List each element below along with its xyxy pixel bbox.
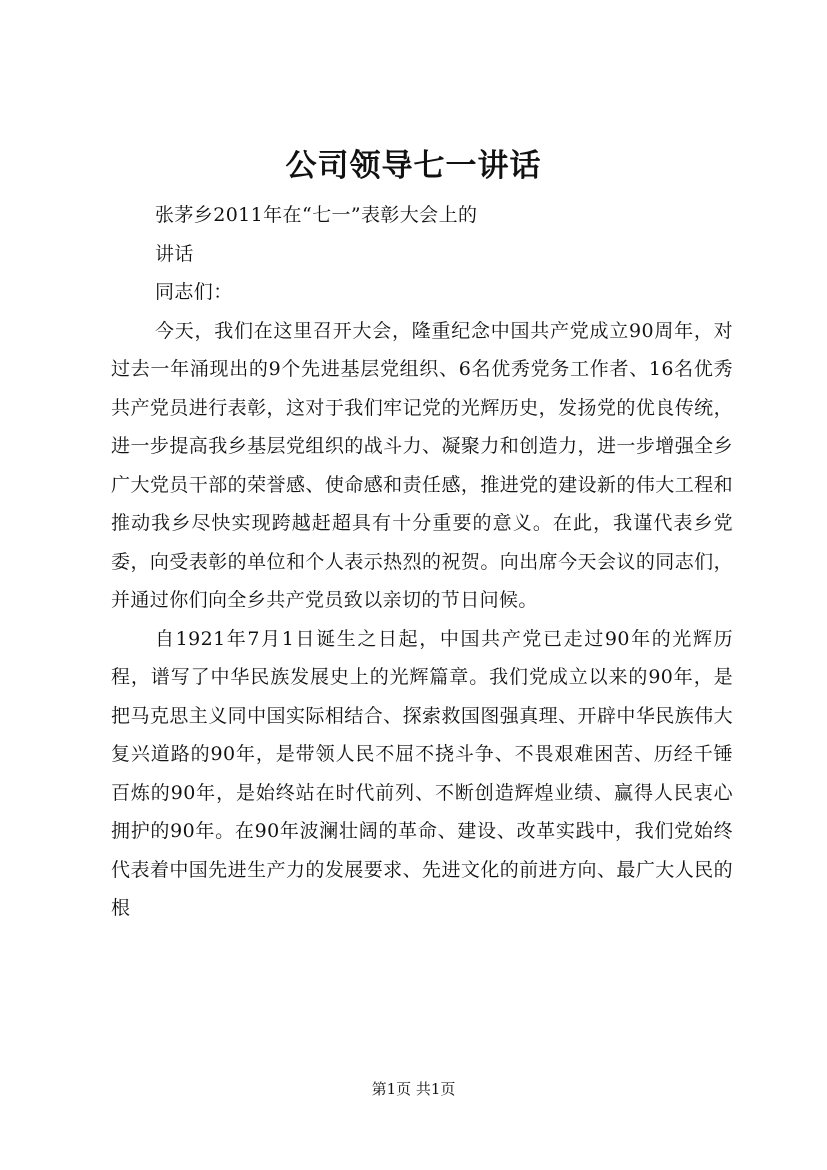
subtitle-line-2: 讲话	[155, 242, 194, 265]
document-title: 公司领导七一讲话	[285, 148, 542, 184]
page-number-footer: 第1页 共1页	[371, 1080, 456, 1098]
subtitle-line-1: 张茅乡2011年在“七一”表彰大会上的	[155, 204, 478, 226]
paragraph-2: 自1921年7月1日诞生之日起，中国共产党已走过90年的光辉历程，谱写了中华民族发展史上的光辉篇章。我们党成立以来的90年，是把马克思主义同中国实际相结合、探索救国图强真理、开辟中华民族伟大复兴道路的90年，是带领人民不屈不挠斗争、不畏艰难困苦、历经千锤百炼的90年，是始终站在时代前列、不断创造辉煌业绩、赢得人民衷心拥护的90年。在90年波澜壮阔的革命、建设、改革实践中，我们党始终代表着中国先进生产力的发展要求、先进文化的前进方向、最广大人民的根	[111, 627, 733, 919]
document-body	[111, 196, 733, 928]
paragraph-1: 今天，我们在这里召开大会，隆重纪念中国共产党成立90周年，对过去一年涌现出的9个先进基层党组织、6名优秀党务工作者、16名优秀共产党员进行表彰，这对于我们牢记党的光辉历史，发扬党的优良传统，进一步提高我乡基层党组织的战斗力、凝聚力和创造力，进一步增强全乡广大党员干部的荣誉感、使命感和责任感，推进党的建设新的伟大工程和推动我乡尽快实现跨越赶超具有十分重要的意义。在此，我谨代表乡党委，向受表彰的单位和个人表示热烈的祝贺。向出席今天会议的同志们，并通过你们向全乡共产党员致以亲切的节日问候。	[111, 319, 733, 611]
salutation: 同志们：	[155, 281, 233, 303]
